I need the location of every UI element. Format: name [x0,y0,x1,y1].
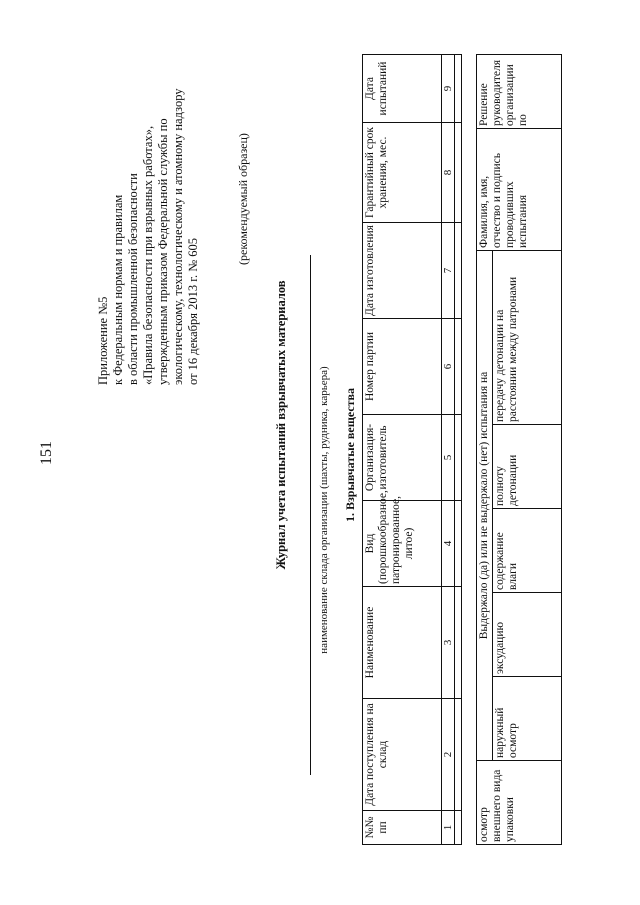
table-cell [455,123,462,223]
column-number-row [442,55,455,845]
tests-table [476,54,562,845]
table-cell [455,319,462,415]
column-number: 4 [442,501,455,587]
header-cell-signature: Фамилия, имя, отчество и подпись проводивших испытания [477,129,562,251]
header-cell-number: №№ пп [363,811,442,845]
table-header-row [477,55,493,845]
appendix-header [96,25,201,385]
sample-note: (рекомендуемый образец) [236,133,250,265]
table-cell [455,55,462,123]
column-number: 5 [442,415,455,501]
appendix-line: от 16 декабря 2013 г. № 605 [186,237,200,385]
header-cell-decision: Решение руководителя организации по [477,55,562,129]
header-cell-exudation: эксудацию [493,593,562,677]
appendix-line: в области промышленной безопасности [126,173,140,385]
section-title: 1. Взрывчатые вещества [343,387,357,523]
table-cell [455,223,462,319]
table-cell [455,699,462,811]
explosives-table [362,54,462,845]
org-name-caption: наименование склада организации (шахты, рудника, карьера) [318,366,330,654]
column-number: 3 [442,587,455,699]
appendix-line: Приложение №5 [96,296,110,385]
org-name-line [310,255,311,775]
column-number: 2 [442,699,455,811]
table-cell [455,415,462,501]
header-cell-receipt-date: Дата поступления на склад [363,699,442,811]
header-cell-test-results: Выдержало (да) или не выдержало (нет) испытания на [477,251,493,761]
journal-title: Журнал учета испытаний взрывчатых материалов [274,280,288,570]
appendix-line: утвержденным приказом Федеральной службы по [156,118,170,385]
header-cell-packaging-inspection: осмотр внешнего вида упаковки [477,761,562,845]
header-cell-manufacturer: Организация-изготовитель [363,415,442,501]
header-cell-moisture: содержание влаги [493,509,562,593]
column-number: 7 [442,223,455,319]
column-number: 8 [442,123,455,223]
header-cell-external-inspection: наружный осмотр [493,677,562,761]
header-cell-name: Наименование [363,587,442,699]
table-header-row [363,55,442,845]
appendix-line: к Федеральным нормам и правилам [111,194,125,385]
header-cell-batch-number: Номер партии [363,319,442,415]
header-cell-detonation-transfer: передачу детонации на расстоянии между патронами [493,251,562,425]
column-number: 1 [442,811,455,845]
header-cell-manufacture-date: Дата изготовления [363,223,442,319]
header-cell-detonation-completeness: полноту детонации [493,425,562,509]
column-number: 6 [442,319,455,415]
column-number: 9 [442,55,455,123]
table-cell [455,587,462,699]
table-cell [455,501,462,587]
appendix-line: «Правила безопасности при взрывных работах», [141,125,155,385]
header-cell-type: Вид (порошкообразное, патронированное, литое) [363,501,442,587]
header-cell-test-date: Дата испытаний [363,55,442,123]
header-cell-shelf-life: Гарантийный срок хранения, мес. [363,123,442,223]
page-number: 151 [38,441,55,465]
table-row [455,55,462,845]
appendix-line: экологическому, технологическому и атомному надзору [171,88,185,385]
table-cell [455,811,462,845]
